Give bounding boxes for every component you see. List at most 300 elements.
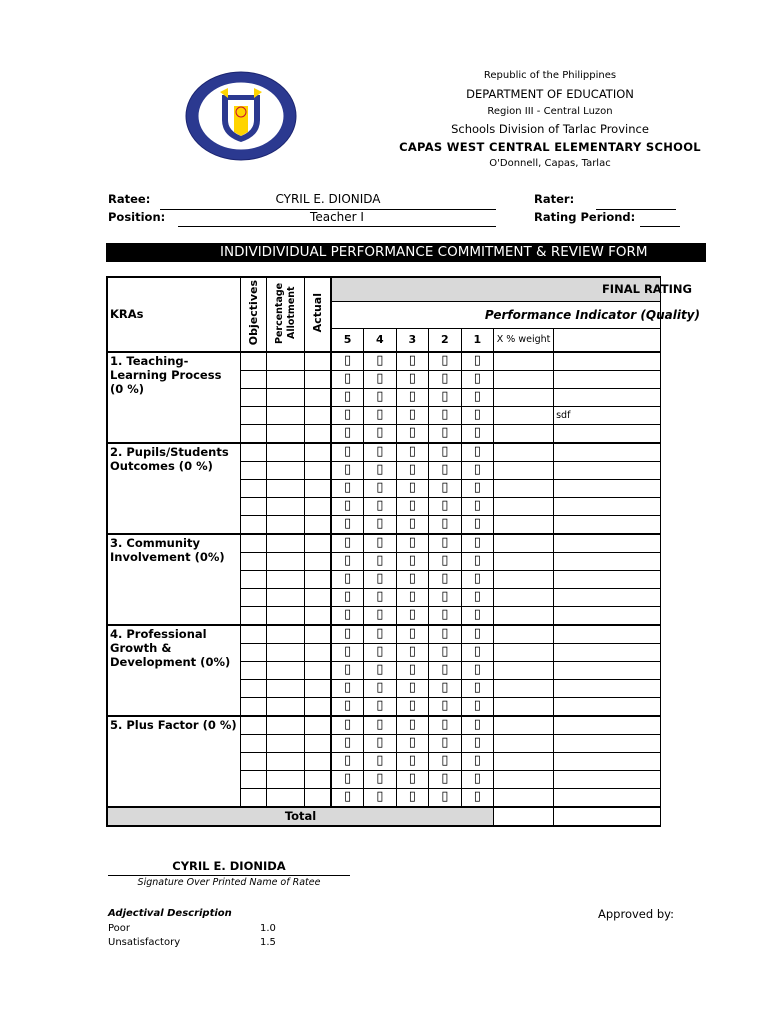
indicator-cell[interactable] bbox=[554, 661, 661, 679]
rating-checkbox[interactable]: ▯ bbox=[364, 388, 396, 406]
rating-checkbox[interactable]: ▯ bbox=[331, 443, 364, 462]
actual-header-text: Actual bbox=[310, 293, 324, 333]
actual-cell[interactable] bbox=[305, 588, 331, 606]
weight-cell[interactable] bbox=[494, 606, 554, 625]
rating-checkbox[interactable]: ▯ bbox=[429, 679, 461, 697]
weight-header: X % weight bbox=[494, 328, 554, 352]
actual-cell[interactable] bbox=[305, 606, 331, 625]
rating-checkbox[interactable]: ▯ bbox=[396, 570, 428, 588]
rating-checkbox[interactable]: ▯ bbox=[429, 424, 461, 443]
rating-period-underline bbox=[640, 226, 680, 227]
percentage-cell[interactable] bbox=[267, 770, 305, 788]
rating-checkbox[interactable]: ▯ bbox=[396, 661, 428, 679]
rating-checkbox[interactable]: ▯ bbox=[429, 534, 461, 553]
indicator-cell[interactable] bbox=[554, 552, 661, 570]
objective-cell[interactable] bbox=[241, 388, 267, 406]
rating-checkbox[interactable]: ▯ bbox=[331, 752, 364, 770]
rating-checkbox[interactable]: ▯ bbox=[429, 734, 461, 752]
rating-checkbox[interactable]: ▯ bbox=[396, 479, 428, 497]
header-republic: Republic of the Philippines bbox=[483, 70, 617, 81]
percentage-cell[interactable] bbox=[267, 497, 305, 515]
objective-cell[interactable] bbox=[241, 424, 267, 443]
rating-checkbox[interactable]: ▯ bbox=[364, 479, 396, 497]
rating-checkbox[interactable]: ▯ bbox=[429, 352, 461, 371]
final-rating-text: FINAL RATING bbox=[601, 282, 692, 297]
rating-checkbox[interactable]: ▯ bbox=[429, 788, 461, 807]
rating-checkbox[interactable]: ▯ bbox=[429, 697, 461, 716]
signature-line bbox=[108, 875, 350, 876]
rating-checkbox[interactable]: ▯ bbox=[396, 424, 428, 443]
percentage-cell[interactable] bbox=[267, 788, 305, 807]
adjectival-item-value: 1.5 bbox=[260, 937, 276, 948]
objectives-header bbox=[241, 277, 267, 352]
adjectival-title: Adjectival Description bbox=[108, 908, 232, 919]
position-label: Position: bbox=[108, 210, 166, 224]
percentage-cell[interactable] bbox=[267, 606, 305, 625]
scale-header-2: 2 bbox=[429, 328, 461, 352]
rating-checkbox[interactable]: ▯ bbox=[396, 625, 428, 644]
weight-cell[interactable] bbox=[494, 534, 554, 553]
percentage-cell[interactable] bbox=[267, 424, 305, 443]
rating-checkbox[interactable]: ▯ bbox=[461, 716, 493, 735]
kra-label: 1. Teaching-Learning Process (0 %) bbox=[107, 352, 241, 443]
rating-checkbox[interactable]: ▯ bbox=[331, 552, 364, 570]
title-bar bbox=[106, 243, 706, 262]
rating-checkbox[interactable]: ▯ bbox=[461, 497, 493, 515]
indicator-cell[interactable] bbox=[554, 588, 661, 606]
rating-checkbox[interactable]: ▯ bbox=[461, 479, 493, 497]
objective-cell[interactable] bbox=[241, 497, 267, 515]
rating-checkbox[interactable]: ▯ bbox=[429, 406, 461, 424]
performance-indicator-header bbox=[331, 301, 700, 328]
actual-cell[interactable] bbox=[305, 388, 331, 406]
rating-checkbox[interactable]: ▯ bbox=[331, 352, 364, 371]
header-address: O'Donnell, Capas, Tarlac bbox=[489, 158, 611, 169]
deped-seal-logo bbox=[184, 70, 298, 162]
rating-checkbox[interactable]: ▯ bbox=[364, 606, 396, 625]
rating-checkbox[interactable]: ▯ bbox=[429, 479, 461, 497]
rating-checkbox[interactable]: ▯ bbox=[396, 406, 428, 424]
rating-checkbox[interactable]: ▯ bbox=[331, 461, 364, 479]
rating-checkbox[interactable]: ▯ bbox=[364, 497, 396, 515]
weight-cell[interactable] bbox=[494, 479, 554, 497]
indicator-cell[interactable] bbox=[554, 461, 661, 479]
header-region: Region III - Central Luzon bbox=[487, 106, 613, 117]
weight-cell[interactable] bbox=[494, 406, 554, 424]
rating-checkbox[interactable]: ▯ bbox=[364, 625, 396, 644]
rating-checkbox[interactable]: ▯ bbox=[461, 679, 493, 697]
rating-checkbox[interactable]: ▯ bbox=[429, 588, 461, 606]
indicator-cell[interactable] bbox=[554, 479, 661, 497]
objective-cell[interactable] bbox=[241, 625, 267, 644]
rating-checkbox[interactable]: ▯ bbox=[429, 461, 461, 479]
rating-checkbox[interactable]: ▯ bbox=[331, 497, 364, 515]
total-label: Total bbox=[107, 807, 494, 826]
rating-checkbox[interactable]: ▯ bbox=[364, 570, 396, 588]
rating-checkbox[interactable]: ▯ bbox=[396, 534, 428, 553]
header-school: CAPAS WEST CENTRAL ELEMENTARY SCHOOL bbox=[399, 140, 701, 154]
rating-checkbox[interactable]: ▯ bbox=[396, 352, 428, 371]
rating-checkbox[interactable]: ▯ bbox=[396, 552, 428, 570]
rating-checkbox[interactable]: ▯ bbox=[364, 443, 396, 462]
objective-cell[interactable] bbox=[241, 570, 267, 588]
kras-header: KRAs bbox=[107, 277, 241, 352]
kra-label: 5. Plus Factor (0 %) bbox=[107, 716, 241, 807]
kra-label: 3. Community Involvement (0%) bbox=[107, 534, 241, 625]
rating-checkbox[interactable]: ▯ bbox=[331, 534, 364, 553]
approved-by-label: Approved by: bbox=[598, 907, 674, 921]
weight-cell[interactable] bbox=[494, 734, 554, 752]
percentage-cell[interactable] bbox=[267, 661, 305, 679]
indicator-cell[interactable] bbox=[554, 697, 661, 716]
rating-checkbox[interactable]: ▯ bbox=[364, 406, 396, 424]
indicator-cell[interactable] bbox=[554, 679, 661, 697]
ratee-name: CYRIL E. DIONIDA bbox=[275, 192, 381, 206]
rater-label: Rater: bbox=[534, 192, 575, 206]
rating-checkbox[interactable]: ▯ bbox=[461, 570, 493, 588]
objective-cell[interactable] bbox=[241, 643, 267, 661]
weight-cell[interactable] bbox=[494, 625, 554, 644]
actual-cell[interactable] bbox=[305, 352, 331, 371]
actual-cell[interactable] bbox=[305, 406, 331, 424]
rating-checkbox[interactable]: ▯ bbox=[396, 370, 428, 388]
rating-checkbox[interactable]: ▯ bbox=[331, 697, 364, 716]
rating-checkbox[interactable]: ▯ bbox=[331, 479, 364, 497]
scale-header-4: 4 bbox=[364, 328, 396, 352]
actual-cell[interactable] bbox=[305, 752, 331, 770]
rating-checkbox[interactable]: ▯ bbox=[364, 697, 396, 716]
percentage-header bbox=[267, 277, 305, 352]
rating-checkbox[interactable]: ▯ bbox=[364, 552, 396, 570]
indicator-cell[interactable] bbox=[554, 443, 661, 462]
rating-checkbox[interactable]: ▯ bbox=[461, 406, 493, 424]
percentage-cell[interactable] bbox=[267, 679, 305, 697]
objective-cell[interactable] bbox=[241, 788, 267, 807]
percentage-cell[interactable] bbox=[267, 534, 305, 553]
rating-checkbox[interactable]: ▯ bbox=[364, 734, 396, 752]
actual-cell[interactable] bbox=[305, 788, 331, 807]
percentage-cell[interactable] bbox=[267, 352, 305, 371]
indicator-cell[interactable] bbox=[554, 643, 661, 661]
objective-cell[interactable] bbox=[241, 352, 267, 371]
percentage-cell[interactable] bbox=[267, 734, 305, 752]
percentage-cell[interactable] bbox=[267, 515, 305, 534]
rating-checkbox[interactable]: ▯ bbox=[429, 643, 461, 661]
rating-checkbox[interactable]: ▯ bbox=[364, 515, 396, 534]
weight-cell[interactable] bbox=[494, 570, 554, 588]
rating-checkbox[interactable]: ▯ bbox=[331, 661, 364, 679]
rating-checkbox[interactable]: ▯ bbox=[461, 534, 493, 553]
rating-checkbox[interactable]: ▯ bbox=[461, 352, 493, 371]
rating-checkbox[interactable]: ▯ bbox=[429, 716, 461, 735]
percentage-cell[interactable] bbox=[267, 479, 305, 497]
actual-cell[interactable] bbox=[305, 661, 331, 679]
rating-checkbox[interactable]: ▯ bbox=[331, 625, 364, 644]
kra-label: 2. Pupils/Students Outcomes (0 %) bbox=[107, 443, 241, 534]
objective-cell[interactable] bbox=[241, 461, 267, 479]
rating-checkbox[interactable]: ▯ bbox=[461, 443, 493, 462]
indicator-cell[interactable] bbox=[554, 606, 661, 625]
indicator-cell[interactable] bbox=[554, 534, 661, 553]
percentage-cell[interactable] bbox=[267, 588, 305, 606]
objective-cell[interactable] bbox=[241, 716, 267, 735]
rating-checkbox[interactable]: ▯ bbox=[364, 661, 396, 679]
actual-cell[interactable] bbox=[305, 515, 331, 534]
indicator-cell[interactable] bbox=[554, 570, 661, 588]
percentage-cell[interactable] bbox=[267, 625, 305, 644]
rating-checkbox[interactable]: ▯ bbox=[331, 788, 364, 807]
percentage-cell[interactable] bbox=[267, 461, 305, 479]
rating-checkbox[interactable]: ▯ bbox=[331, 770, 364, 788]
objective-cell[interactable] bbox=[241, 752, 267, 770]
rating-checkbox[interactable]: ▯ bbox=[461, 697, 493, 716]
kra-label: 4. Professional Growth & Development (0%) bbox=[107, 625, 241, 716]
rating-checkbox[interactable]: ▯ bbox=[364, 788, 396, 807]
rating-checkbox[interactable]: ▯ bbox=[364, 716, 396, 735]
indicator-cell[interactable] bbox=[554, 770, 661, 788]
rating-checkbox[interactable]: ▯ bbox=[364, 461, 396, 479]
percentage-cell[interactable] bbox=[267, 388, 305, 406]
rating-checkbox[interactable]: ▯ bbox=[396, 643, 428, 661]
objective-cell[interactable] bbox=[241, 661, 267, 679]
rating-checkbox[interactable]: ▯ bbox=[364, 424, 396, 443]
rating-checkbox[interactable]: ▯ bbox=[396, 734, 428, 752]
scale-header-5: 5 bbox=[331, 328, 364, 352]
percentage-cell[interactable] bbox=[267, 406, 305, 424]
blank-header bbox=[554, 328, 661, 352]
weight-cell[interactable] bbox=[494, 588, 554, 606]
rating-checkbox[interactable]: ▯ bbox=[461, 370, 493, 388]
actual-cell[interactable] bbox=[305, 424, 331, 443]
weight-cell[interactable] bbox=[494, 443, 554, 462]
weight-cell[interactable] bbox=[494, 788, 554, 807]
signature-caption: Signature Over Printed Name of Ratee bbox=[137, 877, 321, 888]
rating-checkbox[interactable]: ▯ bbox=[331, 734, 364, 752]
weight-cell[interactable] bbox=[494, 552, 554, 570]
rating-checkbox[interactable]: ▯ bbox=[364, 352, 396, 371]
rating-checkbox[interactable]: ▯ bbox=[429, 497, 461, 515]
rating-checkbox[interactable]: ▯ bbox=[364, 370, 396, 388]
objective-cell[interactable] bbox=[241, 770, 267, 788]
rating-checkbox[interactable]: ▯ bbox=[461, 461, 493, 479]
rating-checkbox[interactable]: ▯ bbox=[331, 424, 364, 443]
objectives-header-text: Objectives bbox=[246, 280, 260, 346]
actual-cell[interactable] bbox=[305, 552, 331, 570]
final-rating-header bbox=[331, 277, 692, 301]
rating-checkbox[interactable]: ▯ bbox=[331, 388, 364, 406]
percentage-cell[interactable] bbox=[267, 443, 305, 462]
indicator-cell[interactable] bbox=[554, 734, 661, 752]
adjectival-item-value: 1.0 bbox=[260, 923, 276, 934]
performance-indicator-text: Performance Indicator (Quality) bbox=[484, 307, 700, 322]
position-underline bbox=[178, 226, 496, 227]
indicator-cell[interactable] bbox=[554, 370, 661, 388]
rating-checkbox[interactable]: ▯ bbox=[461, 388, 493, 406]
rating-checkbox[interactable]: ▯ bbox=[331, 643, 364, 661]
weight-cell[interactable] bbox=[494, 461, 554, 479]
objective-cell[interactable] bbox=[241, 734, 267, 752]
actual-cell[interactable] bbox=[305, 643, 331, 661]
percentage-cell[interactable] bbox=[267, 716, 305, 735]
weight-cell[interactable] bbox=[494, 661, 554, 679]
rating-checkbox[interactable]: ▯ bbox=[461, 734, 493, 752]
weight-cell[interactable] bbox=[494, 770, 554, 788]
header-department: DEPARTMENT OF EDUCATION bbox=[466, 87, 634, 101]
actual-cell[interactable] bbox=[305, 716, 331, 735]
total-weight-cell bbox=[494, 807, 554, 826]
indicator-cell[interactable] bbox=[554, 388, 661, 406]
rating-checkbox[interactable]: ▯ bbox=[461, 515, 493, 534]
percentage-cell[interactable] bbox=[267, 697, 305, 716]
objective-cell[interactable] bbox=[241, 679, 267, 697]
rating-checkbox[interactable]: ▯ bbox=[331, 588, 364, 606]
actual-cell[interactable] bbox=[305, 770, 331, 788]
rating-checkbox[interactable]: ▯ bbox=[461, 424, 493, 443]
weight-cell[interactable] bbox=[494, 679, 554, 697]
rating-checkbox[interactable]: ▯ bbox=[461, 625, 493, 644]
rating-checkbox[interactable]: ▯ bbox=[396, 697, 428, 716]
actual-cell[interactable] bbox=[305, 461, 331, 479]
percentage-cell[interactable] bbox=[267, 570, 305, 588]
rating-checkbox[interactable]: ▯ bbox=[429, 370, 461, 388]
indicator-cell[interactable] bbox=[554, 497, 661, 515]
rating-checkbox[interactable]: ▯ bbox=[429, 388, 461, 406]
rating-checkbox[interactable]: ▯ bbox=[461, 606, 493, 625]
rating-checkbox[interactable]: ▯ bbox=[461, 588, 493, 606]
rating-checkbox[interactable]: ▯ bbox=[331, 406, 364, 424]
rating-checkbox[interactable]: ▯ bbox=[396, 752, 428, 770]
rating-checkbox[interactable]: ▯ bbox=[429, 552, 461, 570]
rating-checkbox[interactable]: ▯ bbox=[429, 625, 461, 644]
rating-checkbox[interactable]: ▯ bbox=[396, 679, 428, 697]
rating-checkbox[interactable]: ▯ bbox=[396, 443, 428, 462]
rating-checkbox[interactable]: ▯ bbox=[396, 788, 428, 807]
adjectival-item-label: Unsatisfactory bbox=[108, 937, 181, 948]
signature-name: CYRIL E. DIONIDA bbox=[172, 859, 286, 873]
actual-cell[interactable] bbox=[305, 479, 331, 497]
objective-cell[interactable] bbox=[241, 515, 267, 534]
actual-cell[interactable] bbox=[305, 679, 331, 697]
indicator-cell[interactable] bbox=[554, 515, 661, 534]
rating-checkbox[interactable]: ▯ bbox=[364, 643, 396, 661]
objective-cell[interactable] bbox=[241, 443, 267, 462]
percentage-cell[interactable] bbox=[267, 752, 305, 770]
rating-checkbox[interactable]: ▯ bbox=[396, 515, 428, 534]
objective-cell[interactable] bbox=[241, 697, 267, 716]
scale-header-3: 3 bbox=[396, 328, 428, 352]
weight-cell[interactable] bbox=[494, 352, 554, 371]
rating-checkbox[interactable]: ▯ bbox=[331, 716, 364, 735]
rating-checkbox[interactable]: ▯ bbox=[461, 552, 493, 570]
rating-checkbox[interactable]: ▯ bbox=[364, 588, 396, 606]
objective-cell[interactable] bbox=[241, 588, 267, 606]
percentage-cell[interactable] bbox=[267, 643, 305, 661]
actual-cell[interactable] bbox=[305, 497, 331, 515]
percentage-cell[interactable] bbox=[267, 370, 305, 388]
rating-checkbox[interactable]: ▯ bbox=[461, 752, 493, 770]
objective-cell[interactable] bbox=[241, 606, 267, 625]
actual-cell[interactable] bbox=[305, 697, 331, 716]
rating-checkbox[interactable]: ▯ bbox=[331, 570, 364, 588]
weight-cell[interactable] bbox=[494, 716, 554, 735]
actual-cell[interactable] bbox=[305, 625, 331, 644]
rating-checkbox[interactable]: ▯ bbox=[429, 570, 461, 588]
rating-checkbox[interactable]: ▯ bbox=[429, 661, 461, 679]
ipcr-table bbox=[106, 276, 700, 827]
rating-checkbox[interactable]: ▯ bbox=[396, 461, 428, 479]
rating-checkbox[interactable]: ▯ bbox=[331, 679, 364, 697]
rating-checkbox[interactable]: ▯ bbox=[429, 606, 461, 625]
weight-cell[interactable] bbox=[494, 424, 554, 443]
rating-checkbox[interactable]: ▯ bbox=[429, 515, 461, 534]
total-indicator-cell bbox=[554, 807, 661, 826]
indicator-cell[interactable] bbox=[554, 752, 661, 770]
rating-checkbox[interactable]: ▯ bbox=[429, 752, 461, 770]
weight-cell[interactable] bbox=[494, 515, 554, 534]
indicator-cell[interactable] bbox=[554, 424, 661, 443]
position-value: Teacher I bbox=[310, 210, 364, 224]
actual-header bbox=[305, 277, 331, 352]
actual-cell[interactable] bbox=[305, 370, 331, 388]
percentage-cell[interactable] bbox=[267, 552, 305, 570]
rating-checkbox[interactable]: ▯ bbox=[396, 497, 428, 515]
weight-cell[interactable] bbox=[494, 752, 554, 770]
rating-checkbox[interactable]: ▯ bbox=[396, 716, 428, 735]
rating-checkbox[interactable]: ▯ bbox=[331, 515, 364, 534]
indicator-cell[interactable] bbox=[554, 716, 661, 735]
actual-cell[interactable] bbox=[305, 534, 331, 553]
weight-cell[interactable] bbox=[494, 388, 554, 406]
objective-cell[interactable] bbox=[241, 479, 267, 497]
percentage-header-text: Percentage Allotment bbox=[273, 282, 297, 344]
scale-header-1: 1 bbox=[461, 328, 493, 352]
rating-checkbox[interactable]: ▯ bbox=[396, 770, 428, 788]
rating-checkbox[interactable]: ▯ bbox=[396, 588, 428, 606]
rating-checkbox[interactable]: ▯ bbox=[396, 606, 428, 625]
objective-cell[interactable] bbox=[241, 406, 267, 424]
rating-checkbox[interactable]: ▯ bbox=[461, 788, 493, 807]
ratee-label: Ratee: bbox=[108, 192, 151, 206]
actual-cell[interactable] bbox=[305, 570, 331, 588]
weight-cell[interactable] bbox=[494, 697, 554, 716]
rating-checkbox[interactable]: ▯ bbox=[364, 679, 396, 697]
rating-checkbox[interactable]: ▯ bbox=[429, 443, 461, 462]
rating-checkbox[interactable]: ▯ bbox=[461, 643, 493, 661]
objective-cell[interactable] bbox=[241, 370, 267, 388]
objective-cell[interactable] bbox=[241, 534, 267, 553]
rating-checkbox[interactable]: ▯ bbox=[429, 770, 461, 788]
weight-cell[interactable] bbox=[494, 497, 554, 515]
actual-cell[interactable] bbox=[305, 734, 331, 752]
rating-checkbox[interactable]: ▯ bbox=[364, 752, 396, 770]
rating-checkbox[interactable]: ▯ bbox=[396, 388, 428, 406]
rating-checkbox[interactable]: ▯ bbox=[364, 534, 396, 553]
weight-cell[interactable] bbox=[494, 643, 554, 661]
actual-cell[interactable] bbox=[305, 443, 331, 462]
rating-checkbox[interactable]: ▯ bbox=[331, 370, 364, 388]
rating-checkbox[interactable]: ▯ bbox=[461, 661, 493, 679]
rating-checkbox[interactable]: ▯ bbox=[461, 770, 493, 788]
indicator-cell[interactable]: sdf bbox=[554, 406, 661, 424]
indicator-cell[interactable] bbox=[554, 352, 661, 371]
rating-checkbox[interactable]: ▯ bbox=[331, 606, 364, 625]
weight-cell[interactable] bbox=[494, 370, 554, 388]
rating-period-label: Rating Periond: bbox=[534, 210, 636, 224]
rating-checkbox[interactable]: ▯ bbox=[364, 770, 396, 788]
indicator-cell[interactable] bbox=[554, 788, 661, 807]
indicator-cell[interactable] bbox=[554, 625, 661, 644]
objective-cell[interactable] bbox=[241, 552, 267, 570]
